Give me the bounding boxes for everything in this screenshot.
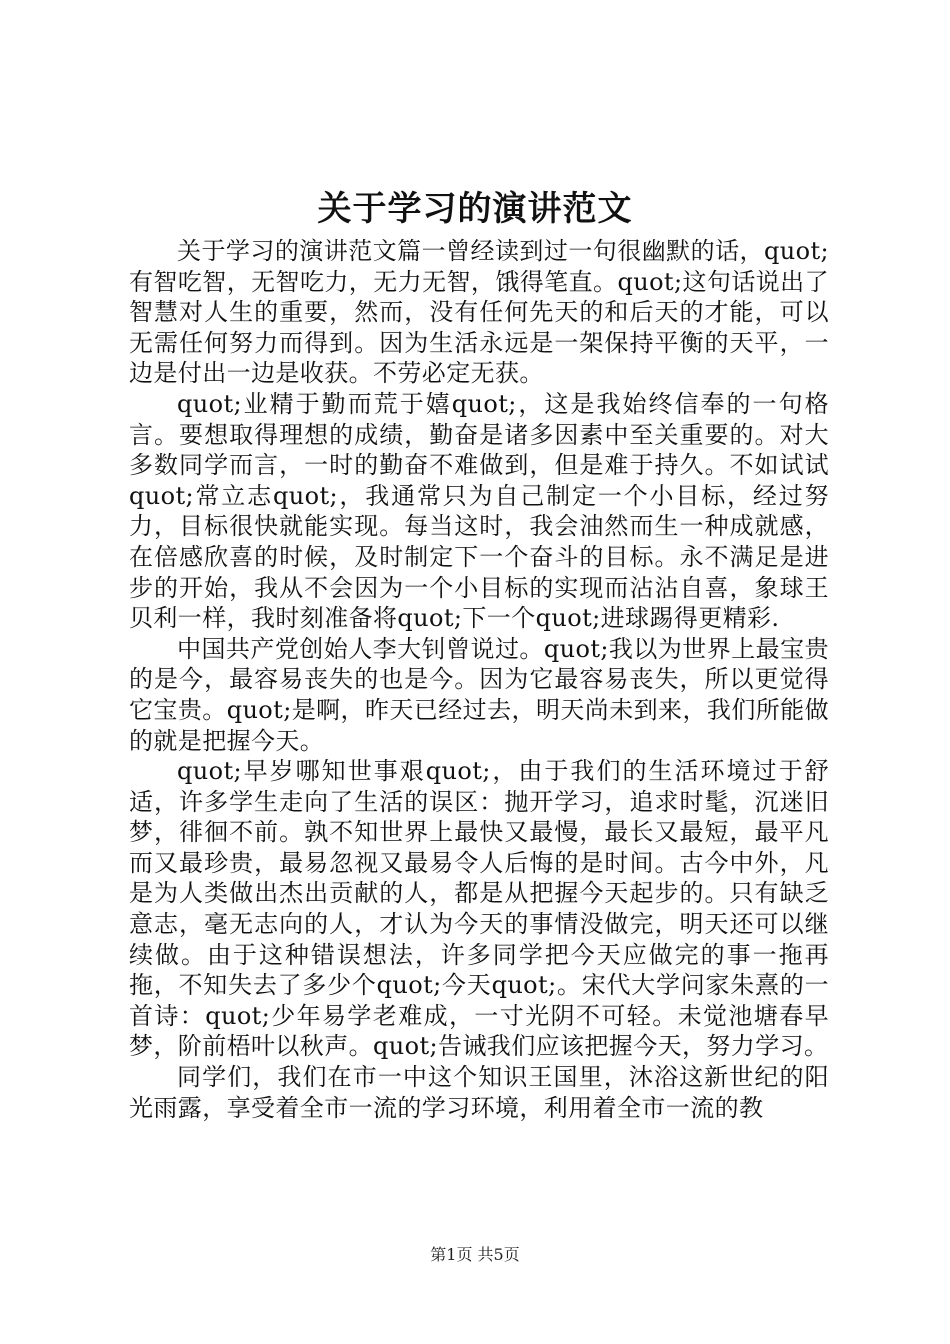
paragraph-2: quot;业精于勤而荒于嬉quot;，这是我始终信奉的一句格言。要想取得理想的成绩，勤奋是诸多因素中至关重要的。对大多数同学而言，一时的勤奋不难做到，但是难于持久。不如试试quot;常立志quot;，我通常只为自己制定一个小目标，经过努力，目标很快就能实现。每当这时，我会油然而生一种成就感，在倍感欣喜的时候，及时制定下一个奋斗的目标。永不满足是进步的开始，我从不会因为一个小目标的实现而沾沾自喜，象球王贝利一样，我时刻准备将quot;下一个quot;进球踢得更精彩. (129, 389, 829, 633)
paragraph-3: 中国共产党创始人李大钊曾说过。quot;我以为世界上最宝贵的是今，最容易丧失的也是今。因为它最容易丧失，所以更觉得它宝贵。quot;是啊，昨天已经过去，明天尚未到来，我们所能做的就是把握今天。 (129, 634, 829, 755)
document-title: 关于学习的演讲范文 (317, 189, 633, 229)
page-number-footer: 第1页 共5页 (430, 1245, 520, 1264)
paragraph-1: 关于学习的演讲范文篇一曾经读到过一句很幽默的话，quot;有智吃智，无智吃力，无力无智，饿得笔直。quot;这句话说出了智慧对人生的重要，然而，没有任何先天的和后天的才能，可以无需任何努力而得到。因为生活永远是一架保持平衡的天平，一边是付出一边是收获。不劳必定无获。 (129, 237, 829, 388)
document-body (129, 236, 829, 1123)
paragraph-5: 同学们，我们在市一中这个知识王国里，沐浴这新世纪的阳光雨露，享受着全市一流的学习环境，利用着全市一流的教 (129, 1063, 829, 1122)
paragraph-4: quot;早岁哪知世事艰quot;，由于我们的生活环境过于舒适，许多学生走向了生活的误区：抛开学习，追求时髦，沉迷旧梦，徘徊不前。孰不知世界上最快又最慢，最长又最短，最平凡而又最珍贵，最易忽视又最易令人后悔的是时间。古今中外，凡是为人类做出杰出贡献的人，都是从把握今天起步的。只有缺乏意志，毫无志向的人，才认为今天的事情没做完，明天还可以继续做。由于这种错误想法，许多同学把今天应做完的事一拖再拖，不知失去了多少个quot;今天quot;。宋代大学问家朱熹的一首诗：quot;少年易学老难成，一寸光阴不可轻。未觉池塘春早梦，阶前梧叶以秋声。quot;告诫我们应该把握今天，努力学习。 (129, 757, 829, 1061)
